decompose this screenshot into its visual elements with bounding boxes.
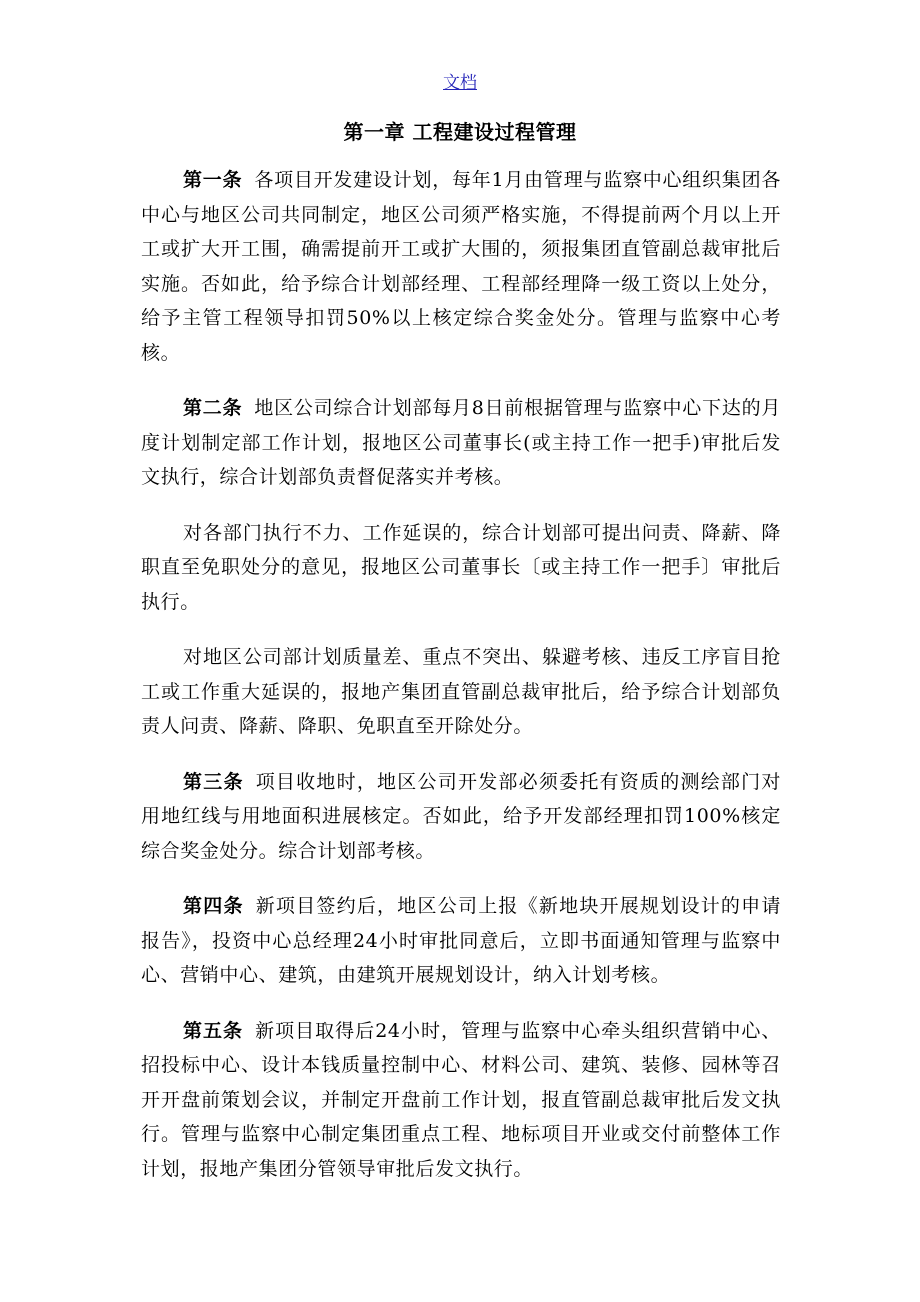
paragraph-text: 新项目签约后，地区公司上报《新地块开展规划设计的申请报告》，投资中心总经理24小时审批同意后，立即书面通知管理与监察中心、营销中心、建筑，由建筑开展规划设计，纳入计划考核。 [141, 895, 781, 986]
paragraph-article-4 [141, 889, 781, 993]
chapter-title: 第一章 工程建设过程管理 [343, 120, 577, 144]
paragraph-article-2-sub-2 [141, 640, 781, 744]
paragraph-text: 对地区公司部计划质量差、重点不突出、躲避考核、违反工序盲目抢工或工作重大延误的，报地产集团直管副总裁审批后，给予综合计划部负责人问责、降薪、降职、免职直至开除处分。 [141, 646, 781, 737]
article-label: 第三条 [183, 770, 244, 793]
paragraph-article-2 [141, 391, 781, 495]
article-label: 第五条 [183, 1019, 244, 1042]
paragraph-text: 新项目取得后24小时，管理与监察中心牵头组织营销中心、招投标中心、设计本钱质量控制中心、材料公司、建筑、装修、园林等召开开盘前策划会议，并制定开盘前工作计划，报直管副总裁审批后发文执行。管理与监察中心制定集团重点工程、地标项目开业或交付前整体工作计划，报地产集团分管领导审批后发文执行。 [141, 1019, 781, 1180]
paragraph-text: 地区公司综合计划部每月8日前根据管理与监察中心下达的月度计划制定部工作计划，报地区公司董事长(或主持工作一把手)审批后发文执行，综合计划部负责督促落实并考核。 [141, 397, 781, 488]
article-label: 第二条 [183, 397, 243, 419]
paragraph-text: 项目收地时，地区公司开发部必须委托有资质的测绘部门对用地红线与用地面积进展核定。否如此，给予开发部经理扣罚100%核定综合奖金处分。综合计划部考核。 [141, 770, 781, 862]
paragraph-text: 对各部门执行不力、工作延误的，综合计划部可提出问责、降薪、降职直至免职处分的意见，报地区公司董事长〔或主持工作一把手〕审批后执行。 [141, 521, 781, 613]
paragraph-text: 各项目开发建设计划，每年1月由管理与监察中心组织集团各中心与地区公司共同制定，地区公司须严格实施，不得提前两个月以上开工或扩大开工围，确需提前开工或扩大围的，须报集团直管副总裁审批后实施。否如此，给予综合计划部经理、工程部经理降一级工资以上处分，给予主管工程领导扣罚50%以上核定综合奖金处分。管理与监察中心考核。 [141, 169, 781, 364]
paragraph-article-3 [141, 765, 781, 869]
paragraph-article-2-sub-1 [141, 516, 781, 620]
article-label: 第一条 [183, 169, 243, 191]
article-label: 第四条 [183, 895, 244, 917]
header-link[interactable]: 文档 [443, 73, 477, 93]
paragraph-article-1 [141, 163, 781, 370]
paragraph-article-5 [141, 1014, 781, 1187]
document-body [141, 163, 781, 1207]
